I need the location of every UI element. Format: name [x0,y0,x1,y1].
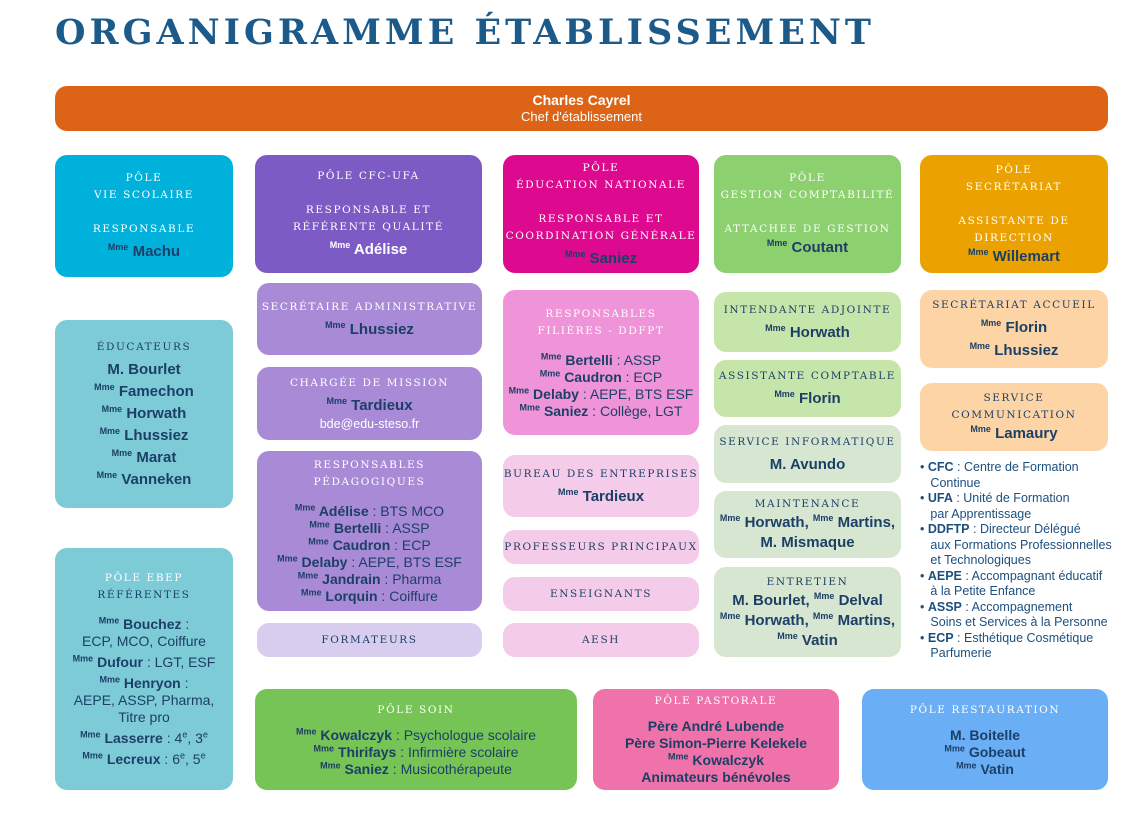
legend-item: • ASSP : Accompagnement Soins et Services à la Personne [920,599,1108,629]
pole-name: ÉDUCATION NATIONALE [515,178,687,191]
person-name: $^{Mme}$ Saniez [564,248,638,267]
legend-item: • DDFTP : Directeur Délégué aux Formations Professionnelles et Technologiques [920,522,1112,567]
box-title: SECRÉTAIRE ADMINISTRATIVE [261,300,478,313]
ebep-detail: AEPE, ASSP, Pharma, [73,692,215,708]
assistante-comptable [714,360,901,417]
person-name: M. Bourlet, $^{Mme}$ Delval [732,590,883,609]
filiere-item: $^{Mme}$ Caudron : ECP [539,367,663,385]
soin-item: $^{Mme}$ Saniez : Musicothérapeute [320,759,512,777]
person-name [108,242,180,262]
pole-soin [255,689,577,790]
pastorale-item: Père André Lubende [647,718,785,734]
head-role: Chef d'établissement [521,109,642,124]
pole-vie-scolaire [55,155,233,277]
box-title: COMMUNICATION [951,409,1077,421]
person-name: M. Avundo [769,455,846,473]
role-label: ATTACHEE DE GESTION [724,223,891,235]
role-label: RÉFÉRENTE QUALITÉ [293,221,444,233]
person-name: $^{Mme}$ Horwath [765,322,850,341]
box-title: FILIÈRES - DDFPT [537,324,665,337]
peda-item: $^{Mme}$ Jandrain : Pharma [297,570,442,587]
page-title: ORGANIGRAMME ÉTABLISSEMENT [55,12,875,53]
person-name: $^{Mme}$ Horwath, $^{Mme}$ Martins, [719,610,896,629]
legend-item: • ECP : Esthétique Cosmétique Parfumerie [920,630,1094,660]
legend-item: • CFC : Centre de Formation Continue [920,460,1079,490]
aesh [503,623,699,657]
pole-label: PÔLE [995,163,1033,176]
email-text: bde@edu-steso.fr [319,416,420,431]
box-title: MAINTENANCE [754,498,861,510]
person-surname: Machu [132,243,181,260]
pole-education-nationale [503,155,699,273]
pole-restauration [862,689,1108,790]
pole-gestion-comptabilite [714,155,901,273]
maintenance [714,491,901,558]
ebep-detail: Titre pro [118,709,170,725]
filiere-item: $^{Mme}$ Saniez : Collège, LGT [519,401,683,419]
box-title: CHARGÉE DE MISSION [290,376,449,389]
box-title: FORMATEURS [321,633,418,646]
title-abbrev: Mme [107,242,129,252]
soin-item: $^{Mme}$ Thirifays : Infirmière scolaire [313,742,519,760]
filiere-item: $^{Mme}$ Delaby : AEPE, BTS ESF [508,384,694,402]
pastorale-item: Animateurs bénévoles [641,769,791,785]
ebep-title: PÔLE EBEP [104,572,184,584]
box-title: RESPONSABLES [545,307,657,320]
peda-item: $^{Mme}$ Delaby : AEPE, BTS ESF [277,553,462,570]
pole-name: PÔLE RESTAURATION [909,703,1061,716]
head-of-school-bar [55,86,1108,131]
pole-label: PÔLE [125,172,163,184]
soin-item: $^{Mme}$ Kowalczyk : Psychologue scolaire [296,725,536,743]
pole-secretariat [920,155,1108,273]
abbreviation-legend [920,460,1135,662]
educateur-item: $^{Mme}$ Horwath [101,403,187,422]
restauration-item: $^{Mme}$ Vatin [956,759,1014,777]
educateur-item: M. Bourlet [107,360,181,378]
restauration-item: $^{Mme}$ Gobeaut [944,742,1026,760]
box-title: ENSEIGNANTS [550,587,652,600]
pastorale-item: Père Simon-Pierre Kelekele [624,735,808,751]
pole-ebep [55,548,233,790]
peda-item: $^{Mme}$ Lorquin : Coiffure [301,587,438,604]
person-name: $^{Mme}$ Tardieux [557,486,645,505]
box-title: INTENDANTE ADJOINTE [723,303,892,316]
service-informatique [714,425,901,483]
box-title: SERVICE [983,392,1045,404]
restauration-item: M. Boitelle [949,726,1020,743]
chargee-de-mission [257,367,482,440]
educateur-item: $^{Mme}$ Vanneken [96,469,192,488]
peda-item: $^{Mme}$ Bertelli : ASSP [309,519,430,536]
role-label: RESPONSABLE [92,223,196,235]
responsables-filieres [503,290,699,435]
person-name: $^{Mme}$ Florin [980,318,1048,336]
responsables-pedagogiques [257,451,482,611]
secretaire-administrative [257,283,482,355]
ebep-detail: ECP, MCO, Coiffure [82,633,206,649]
person-name: $^{Mme}$ Coutant [766,238,849,256]
box-title: RESPONSABLES PÉDAGOGIQUES [313,459,426,488]
bureau-des-entreprises [503,455,699,517]
person-name: $^{Mme}$ Tardieux [326,395,413,414]
person-name: $^{Mme}$ Willemart [967,246,1061,265]
educateur-item: $^{Mme}$ Famechon [94,381,194,400]
role-label: RESPONSABLE ET [305,204,432,216]
box-title: SERVICE INFORMATIQUE [719,435,896,448]
person-name: M. Mismaque [760,534,855,551]
box-title: BUREAU DES ENTREPRISES [503,467,699,480]
service-communication [920,383,1108,451]
ebep-item: $^{Mme}$ Lasserre : 4e, 3e [80,729,208,746]
pole-label: PÔLE [789,172,826,184]
person-name: $^{Mme}$ Florin [774,389,841,407]
role-label: ASSISTANTE DE DIRECTION [958,214,1070,244]
formateurs-box [257,623,482,657]
pole-name: PÔLE PASTORALE [654,695,778,707]
educateur-item: $^{Mme}$ Marat [111,447,177,466]
head-name: Charles Cayrel [532,92,631,108]
pole-label: PÔLE [582,161,620,174]
box-title: AESH [582,633,620,646]
pole-cfc-ufa [255,155,482,273]
role-label: COORDINATION GÉNÉRALE [505,229,697,242]
person-name: $^{Mme}$ Lhussiez [969,341,1059,359]
legend-item: • AEPE : Accompagnant éducatif à la Petite Enfance [920,568,1103,598]
person-name: $^{Mme}$ Lamaury [970,424,1058,442]
entretien [714,567,901,657]
legend-item: • UFA : Unité de Formation par Apprentissage [920,491,1070,521]
secretariat-accueil [920,290,1108,368]
box-title: ENTRETIEN [766,575,849,588]
person-name: $^{Mme}$ Lhussiez [325,319,414,338]
pole-pastorale [593,689,839,790]
peda-item: $^{Mme}$ Adélise : BTS MCO [294,502,445,519]
box-title: SECRÉTARIAT ACCUEIL [932,299,1096,311]
enseignants [503,577,699,611]
ebep-item: $^{Mme}$ Bouchez : [98,615,190,632]
person-name: $^{Mme}$ Adélise [329,240,408,258]
ebep-item: $^{Mme}$ Henryon : [99,674,189,691]
ebep-sub: RÉFÉRENTES [97,589,191,601]
pole-name: SECRÉTARIAT [965,180,1063,193]
box-title: PROFESSEURS PRINCIPAUX [504,540,698,553]
pole-name: PÔLE CFC-UFA [317,170,420,182]
role-label: RESPONSABLE ET [538,212,664,225]
ebep-item: $^{Mme}$ Lecreux : 6e, 5e [82,750,206,767]
filiere-item: $^{Mme}$ Bertelli : ASSP [540,350,662,368]
pastorale-item: $^{Mme}$ Kowalczyk [668,751,764,768]
box-title: ASSISTANTE COMPTABLE [718,370,897,382]
educateurs-box [55,320,233,508]
pole-name: PÔLE SOIN [377,703,455,716]
intendante-adjointe [714,292,901,352]
person-name: $^{Mme}$ Horwath, $^{Mme}$ Martins, [719,513,896,531]
educateur-item: $^{Mme}$ Lhussiez [99,425,189,444]
person-name: $^{Mme}$ Vatin [777,630,838,649]
professeurs-principaux [503,530,699,564]
pole-name: GESTION COMPTABILITÉ [720,189,895,201]
pole-name: VIE SCOLAIRE [93,189,195,201]
ebep-item: $^{Mme}$ Dufour : LGT, ESF [72,653,216,670]
peda-item: $^{Mme}$ Caudron : ECP [308,536,431,553]
educateurs-title: ÉDUCATEURS [96,340,192,353]
